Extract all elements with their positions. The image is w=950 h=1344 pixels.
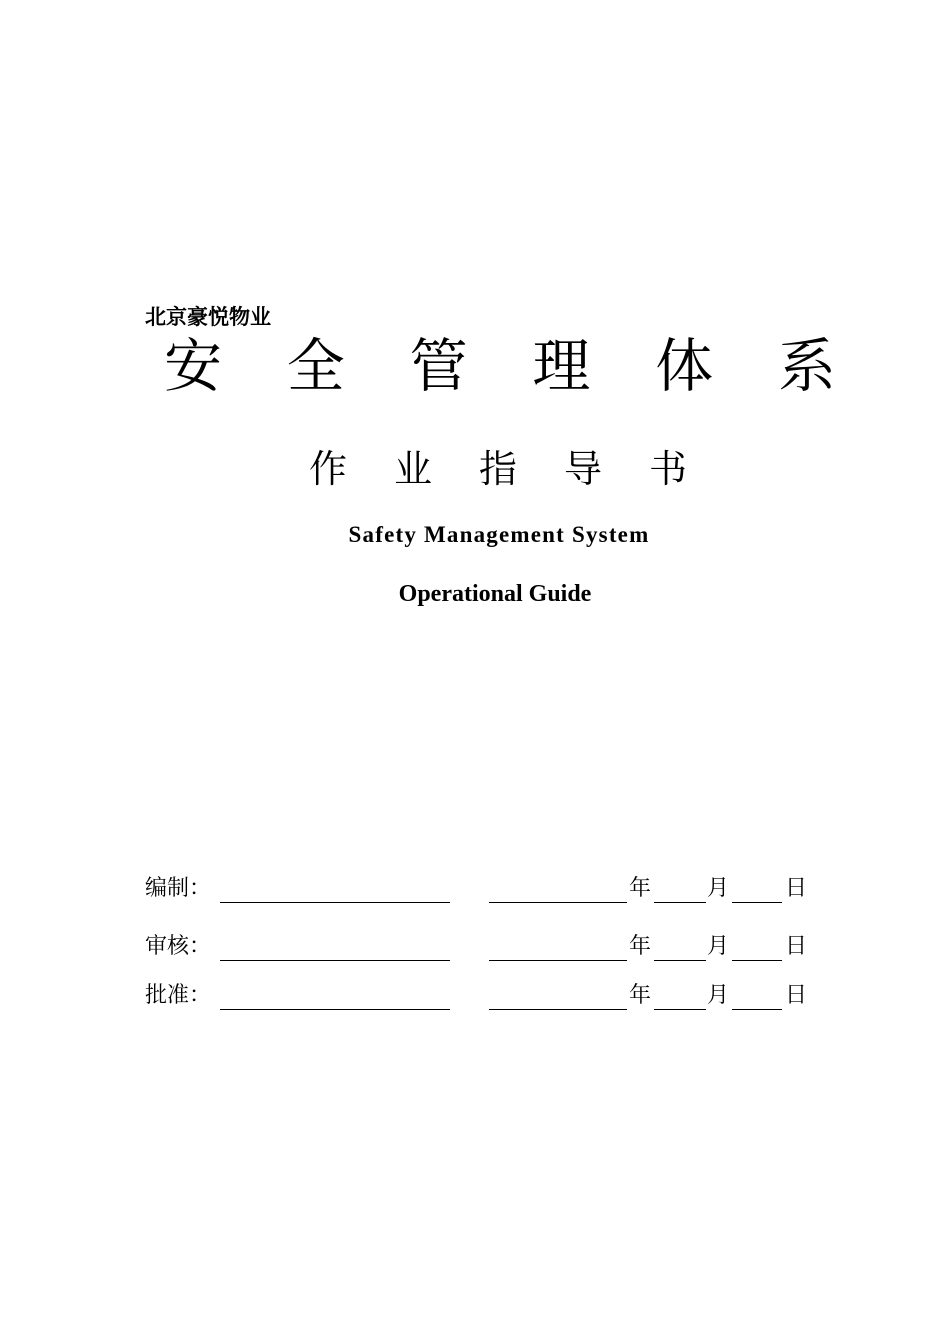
month-blank-line	[654, 1009, 706, 1010]
name-blank-line	[220, 960, 450, 961]
month-label: 月	[707, 934, 730, 959]
year-label: 年	[629, 983, 652, 1008]
name-blank-line	[220, 1009, 450, 1010]
sub-title-char: 书	[648, 447, 687, 491]
main-title-char: 管	[409, 332, 468, 400]
main-title-char: 系	[777, 332, 836, 400]
day-label: 日	[785, 983, 808, 1008]
month-label: 月	[707, 983, 730, 1008]
sub-title	[303, 443, 693, 495]
day-blank-line	[732, 902, 782, 903]
month-blank-line	[654, 902, 706, 903]
day-blank-line	[732, 1009, 782, 1010]
sub-title-char: 指	[478, 447, 517, 491]
year-blank-line	[489, 902, 627, 903]
sub-title-char: 导	[563, 447, 602, 491]
day-blank-line	[732, 960, 782, 961]
sub-title-char: 作	[308, 447, 347, 491]
main-title-char: 体	[655, 332, 714, 400]
main-title-char: 理	[532, 332, 591, 400]
month-blank-line	[654, 960, 706, 961]
day-label: 日	[785, 934, 808, 959]
company-name: 北京豪悦物业	[145, 305, 271, 329]
signature-label: 审核：	[145, 934, 212, 959]
main-title-char: 安	[163, 332, 222, 400]
english-subtitle: Operational Guide	[398, 581, 592, 607]
main-title	[150, 330, 850, 402]
year-label: 年	[629, 934, 652, 959]
sub-title-char: 业	[393, 447, 432, 491]
month-label: 月	[707, 876, 730, 901]
signature-label: 批准：	[145, 983, 212, 1008]
signature-row-approve	[145, 978, 825, 1014]
name-blank-line	[220, 902, 450, 903]
year-blank-line	[489, 960, 627, 961]
day-label: 日	[785, 876, 808, 901]
signature-row-compile	[145, 871, 825, 907]
year-blank-line	[489, 1009, 627, 1010]
english-title: Safety Management System	[348, 522, 650, 547]
year-label: 年	[629, 876, 652, 901]
signature-label: 编制：	[145, 876, 212, 901]
signature-row-review	[145, 929, 825, 965]
main-title-char: 全	[286, 332, 345, 400]
